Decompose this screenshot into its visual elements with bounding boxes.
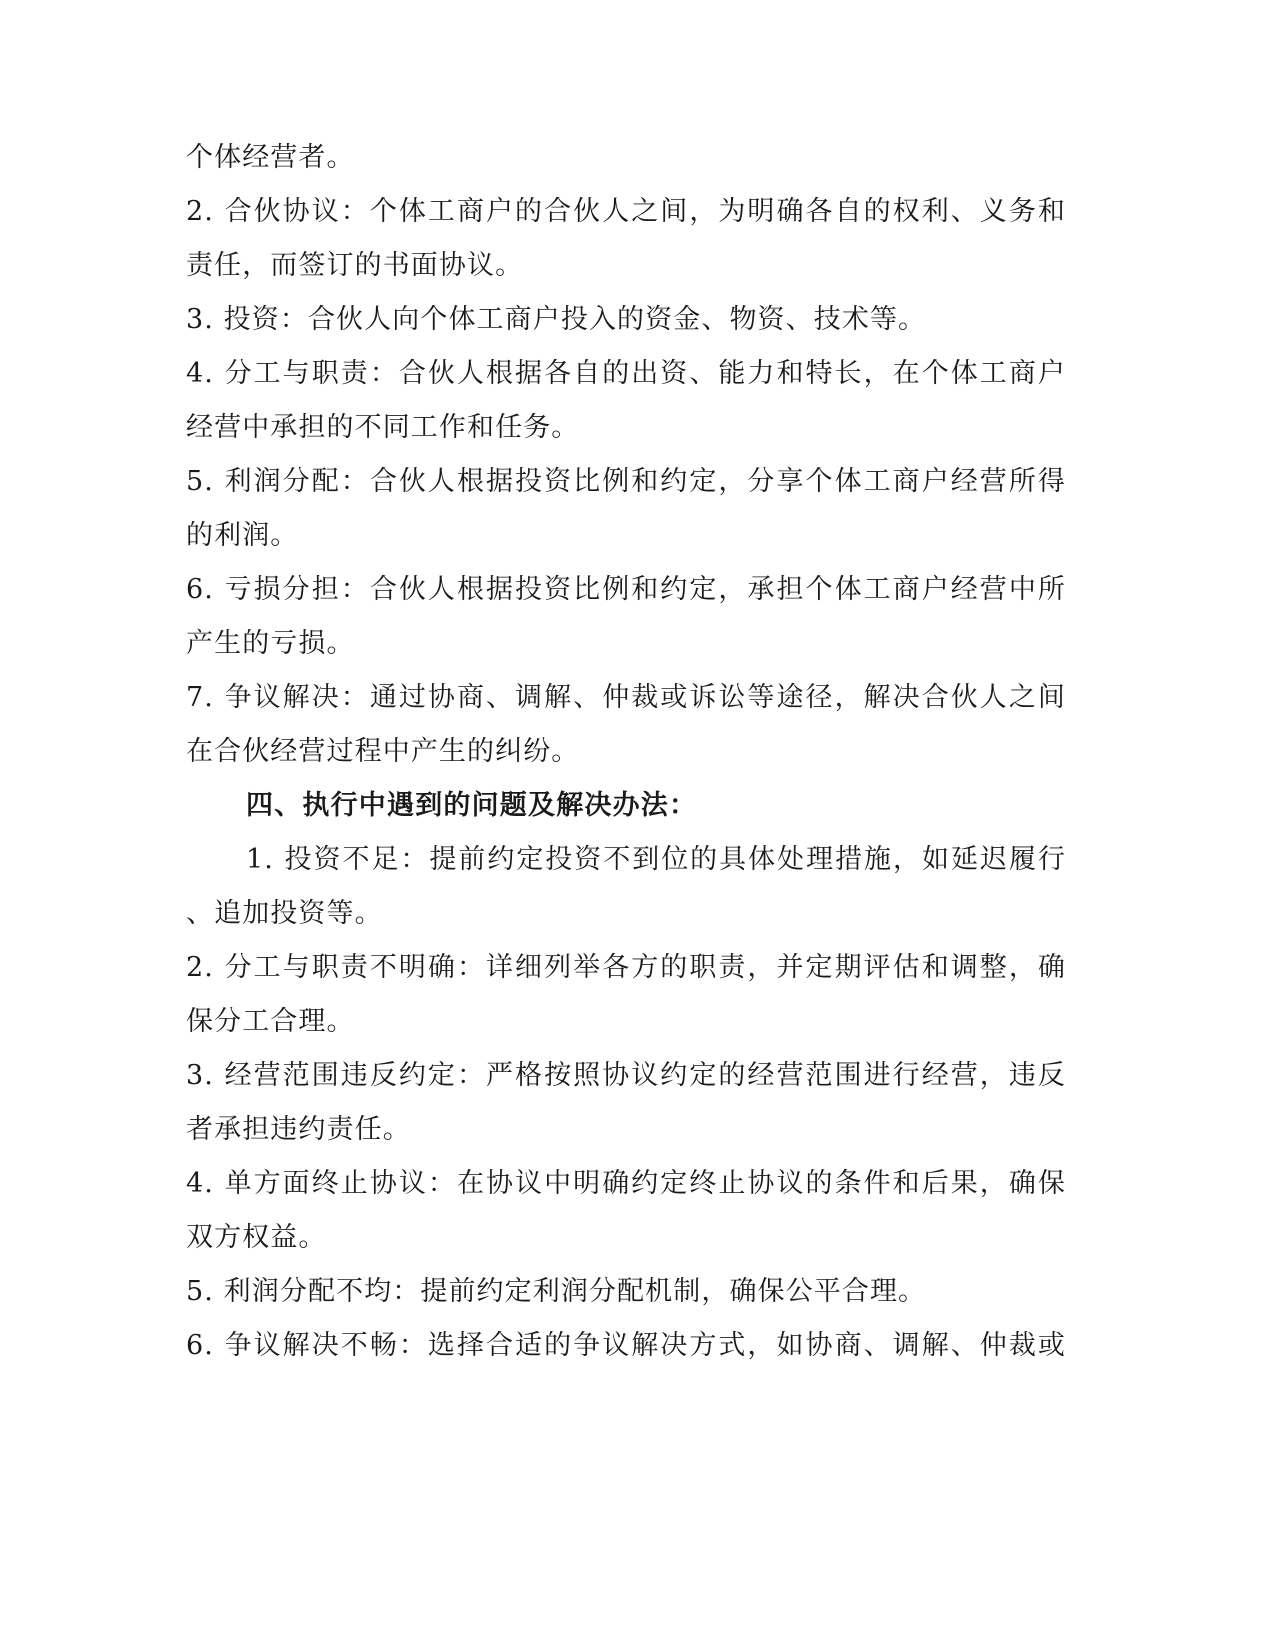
- paragraph-line: 产生的亏损。: [186, 628, 355, 659]
- paragraph-line: 4. 分工与职责：合伙人根据各自的出资、能力和特长，在个体工商户: [186, 358, 1066, 389]
- paragraph-line: 6. 亏损分担：合伙人根据投资比例和约定，承担个体工商户经营中所: [186, 574, 1066, 605]
- paragraph-line: 个体经营者。: [186, 142, 355, 173]
- paragraph-line: 2. 合伙协议：个体工商户的合伙人之间，为明确各自的权利、义务和: [186, 196, 1066, 227]
- paragraph-line: 2. 分工与职责不明确：详细列举各方的职责，并定期评估和调整，确: [186, 952, 1066, 983]
- paragraph-line: 责任，而签订的书面协议。: [186, 250, 524, 281]
- paragraph-line: 、追加投资等。: [186, 898, 383, 929]
- paragraph-line: 5. 利润分配：合伙人根据投资比例和约定，分享个体工商户经营所得: [186, 466, 1066, 497]
- paragraph-line: 在合伙经营过程中产生的纠纷。: [186, 736, 580, 767]
- paragraph-line: 7. 争议解决：通过协商、调解、仲裁或诉讼等途径，解决合伙人之间: [186, 682, 1066, 713]
- paragraph-line: 6. 争议解决不畅：选择合适的争议解决方式，如协商、调解、仲裁或: [186, 1330, 1066, 1361]
- paragraph-line: 保分工合理。: [186, 1006, 355, 1037]
- paragraph-line: 的利润。: [186, 520, 299, 551]
- paragraph-line: 者承担违约责任。: [186, 1114, 411, 1145]
- paragraph-line: 5. 利润分配不均：提前约定利润分配机制，确保公平合理。: [186, 1276, 927, 1307]
- paragraph-line: 4. 单方面终止协议：在协议中明确约定终止协议的条件和后果，确保: [186, 1168, 1066, 1199]
- paragraph-line: 3. 投资：合伙人向个体工商户投入的资金、物资、技术等。: [186, 304, 927, 335]
- paragraph-line: 1. 投资不足：提前约定投资不到位的具体处理措施，如延迟履行: [246, 844, 1066, 875]
- paragraph-line: 3. 经营范围违反约定：严格按照协议约定的经营范围进行经营，违反: [186, 1060, 1066, 1091]
- paragraph-line: 经营中承担的不同工作和任务。: [186, 412, 580, 443]
- section-heading: 四、执行中遇到的问题及解决办法：: [246, 790, 698, 821]
- paragraph-line: 双方权益。: [186, 1222, 327, 1253]
